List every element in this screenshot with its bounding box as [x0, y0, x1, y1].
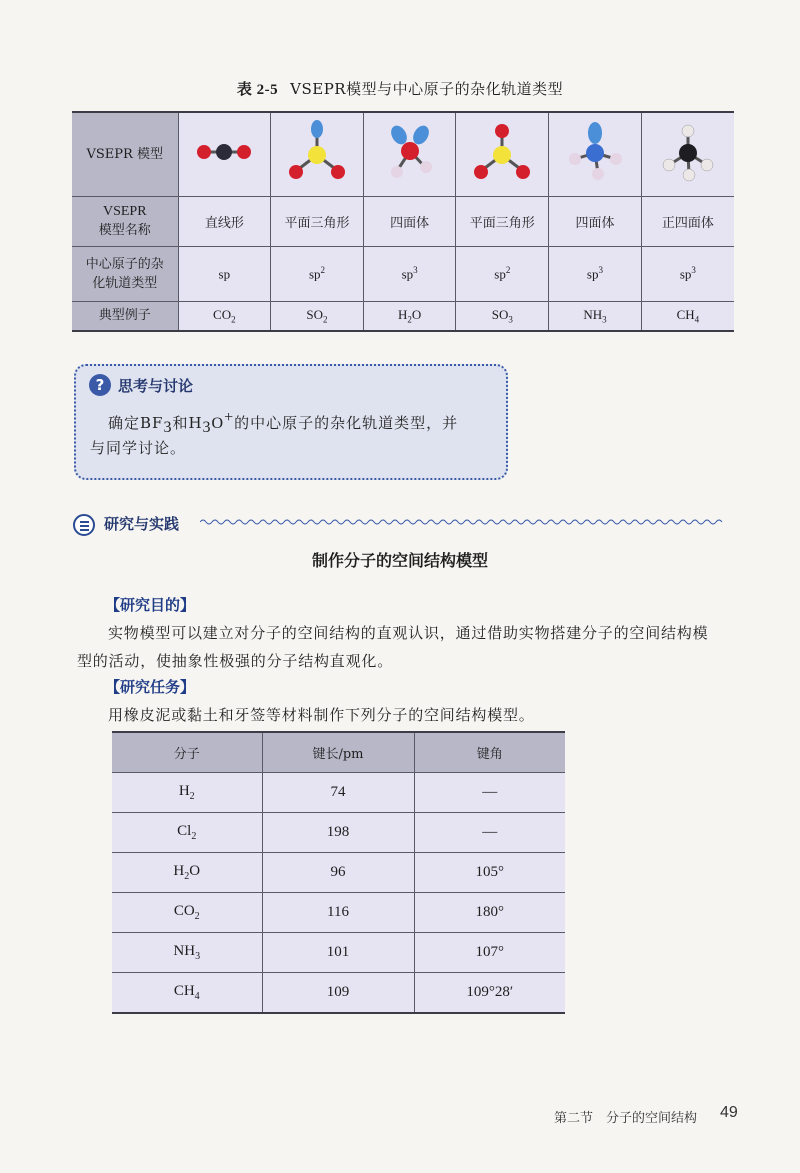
think-discuss-text: 确定$BF_3$和$H_3O^+$的中心原子的杂化轨道类型，并 — [108, 409, 459, 436]
bond-angle-cell: 180° — [414, 893, 565, 933]
table-row — [112, 973, 565, 1014]
bond-angle-cell: — — [414, 813, 565, 853]
bond-angle-cell: — — [414, 773, 565, 813]
tetrahedral-water-molecule-icon — [375, 117, 445, 187]
model-cell-trigonal-1 — [271, 112, 364, 196]
task-heading: 【研究任务】 — [105, 678, 196, 696]
bond-length-cell: 198 — [262, 813, 414, 853]
research-practice-title: 研究与实践 — [104, 515, 180, 533]
purpose-heading: 【研究目的】 — [105, 596, 196, 614]
task-text: 用橡皮泥或黏土和牙签等材料制作下列分子的空间结构模型。 — [108, 706, 535, 724]
table-caption — [0, 78, 800, 99]
molecule-cell: $CO_2$ — [112, 893, 262, 933]
linear-molecule-icon — [189, 132, 259, 172]
model-cell-trigonal-2 — [456, 112, 549, 196]
vsepr-hybridization-table — [72, 111, 734, 332]
bond-length-cell: 109 — [262, 973, 414, 1014]
model-cell-linear — [178, 112, 271, 196]
model-cell-methane — [641, 112, 734, 196]
bond-angle-cell: 109°28′ — [414, 973, 565, 1014]
column-header: 分子 — [112, 732, 262, 773]
table-number: 表 2-5 — [236, 82, 279, 98]
think-discuss-title: 思考与讨论 — [118, 377, 194, 395]
model-name-cell: 平面三角形 — [271, 196, 364, 246]
example-cell: $CH_4$ — [641, 301, 734, 331]
molecule-bond-table — [112, 731, 565, 1014]
trigonal-planar-molecule-icon — [282, 117, 352, 187]
molecule-cell: $H_2$ — [112, 773, 262, 813]
question-bubble-icon: ? — [89, 374, 111, 396]
row-label-hybridization: 中心原子的杂 化轨道类型 — [72, 246, 178, 301]
model-name-cell: 直线形 — [178, 196, 271, 246]
example-cell: $CO_2$ — [178, 301, 271, 331]
molecule-cell: $CH_4$ — [112, 973, 262, 1014]
purpose-text-cont: 型的活动，使抽象性极强的分子结构直观化。 — [77, 652, 394, 670]
row-label-example: 典型例子 — [72, 301, 178, 331]
footer-section-title: 第二节 分子的空间结构 — [554, 1111, 698, 1126]
model-name-cell: 平面三角形 — [456, 196, 549, 246]
row-label-model: VSEPR 模型 — [72, 112, 178, 196]
model-cell-ammonia — [549, 112, 642, 196]
hybridization-cell: $sp^3$ — [549, 246, 642, 301]
hybridization-cell: sp — [178, 246, 271, 301]
page-number: 49 — [720, 1104, 738, 1121]
bond-angle-cell: 105° — [414, 853, 565, 893]
row-label-model-name: VSEPR 模型名称 — [72, 196, 178, 246]
bond-length-cell: 74 — [262, 773, 414, 813]
table-header-row — [112, 732, 565, 773]
table-row — [112, 813, 565, 853]
hybridization-cell: $sp^3$ — [363, 246, 456, 301]
table-title: VSEPR模型与中心原子的杂化轨道类型 — [290, 80, 564, 98]
list-circle-icon — [73, 514, 95, 536]
model-cell-water — [363, 112, 456, 196]
bond-angle-cell: 107° — [414, 933, 565, 973]
model-name-cell: 四面体 — [549, 196, 642, 246]
bond-length-cell: 96 — [262, 853, 414, 893]
hybridization-cell: $sp^2$ — [456, 246, 549, 301]
table-row-model-name — [72, 196, 734, 246]
molecule-cell: $H_2O$ — [112, 853, 262, 893]
example-cell: $NH_3$ — [549, 301, 642, 331]
hybridization-cell: $sp^2$ — [271, 246, 364, 301]
think-discuss-text-cont: 与同学讨论。 — [90, 439, 187, 457]
table-row — [112, 933, 565, 973]
table-row — [112, 773, 565, 813]
column-header: 键长/pm — [262, 732, 414, 773]
bond-length-cell: 116 — [262, 893, 414, 933]
purpose-text: 实物模型可以建立对分子的空间结构的直观认识，通过借助实物搭建分子的空间结构模 — [108, 624, 709, 642]
wavy-divider — [200, 518, 725, 526]
example-cell: $SO_2$ — [271, 301, 364, 331]
molecule-cell: $Cl_2$ — [112, 813, 262, 853]
table-row-model — [72, 112, 734, 196]
tetrahedral-ammonia-molecule-icon — [560, 117, 630, 187]
hybridization-cell: $sp^3$ — [641, 246, 734, 301]
model-name-cell: 正四面体 — [641, 196, 734, 246]
table-row-example — [72, 301, 734, 331]
tetrahedral-methane-molecule-icon — [653, 117, 723, 187]
activity-title: 制作分子的空间结构模型 — [311, 551, 488, 570]
bond-length-cell: 101 — [262, 933, 414, 973]
table-row — [112, 853, 565, 893]
trigonal-planar-molecule-icon — [467, 117, 537, 187]
example-cell: $H_2O$ — [363, 301, 456, 331]
example-cell: $SO_3$ — [456, 301, 549, 331]
model-name-cell: 四面体 — [363, 196, 456, 246]
table-row-hybridization — [72, 246, 734, 301]
molecule-cell: $NH_3$ — [112, 933, 262, 973]
table-row — [112, 893, 565, 933]
column-header: 键角 — [414, 732, 565, 773]
